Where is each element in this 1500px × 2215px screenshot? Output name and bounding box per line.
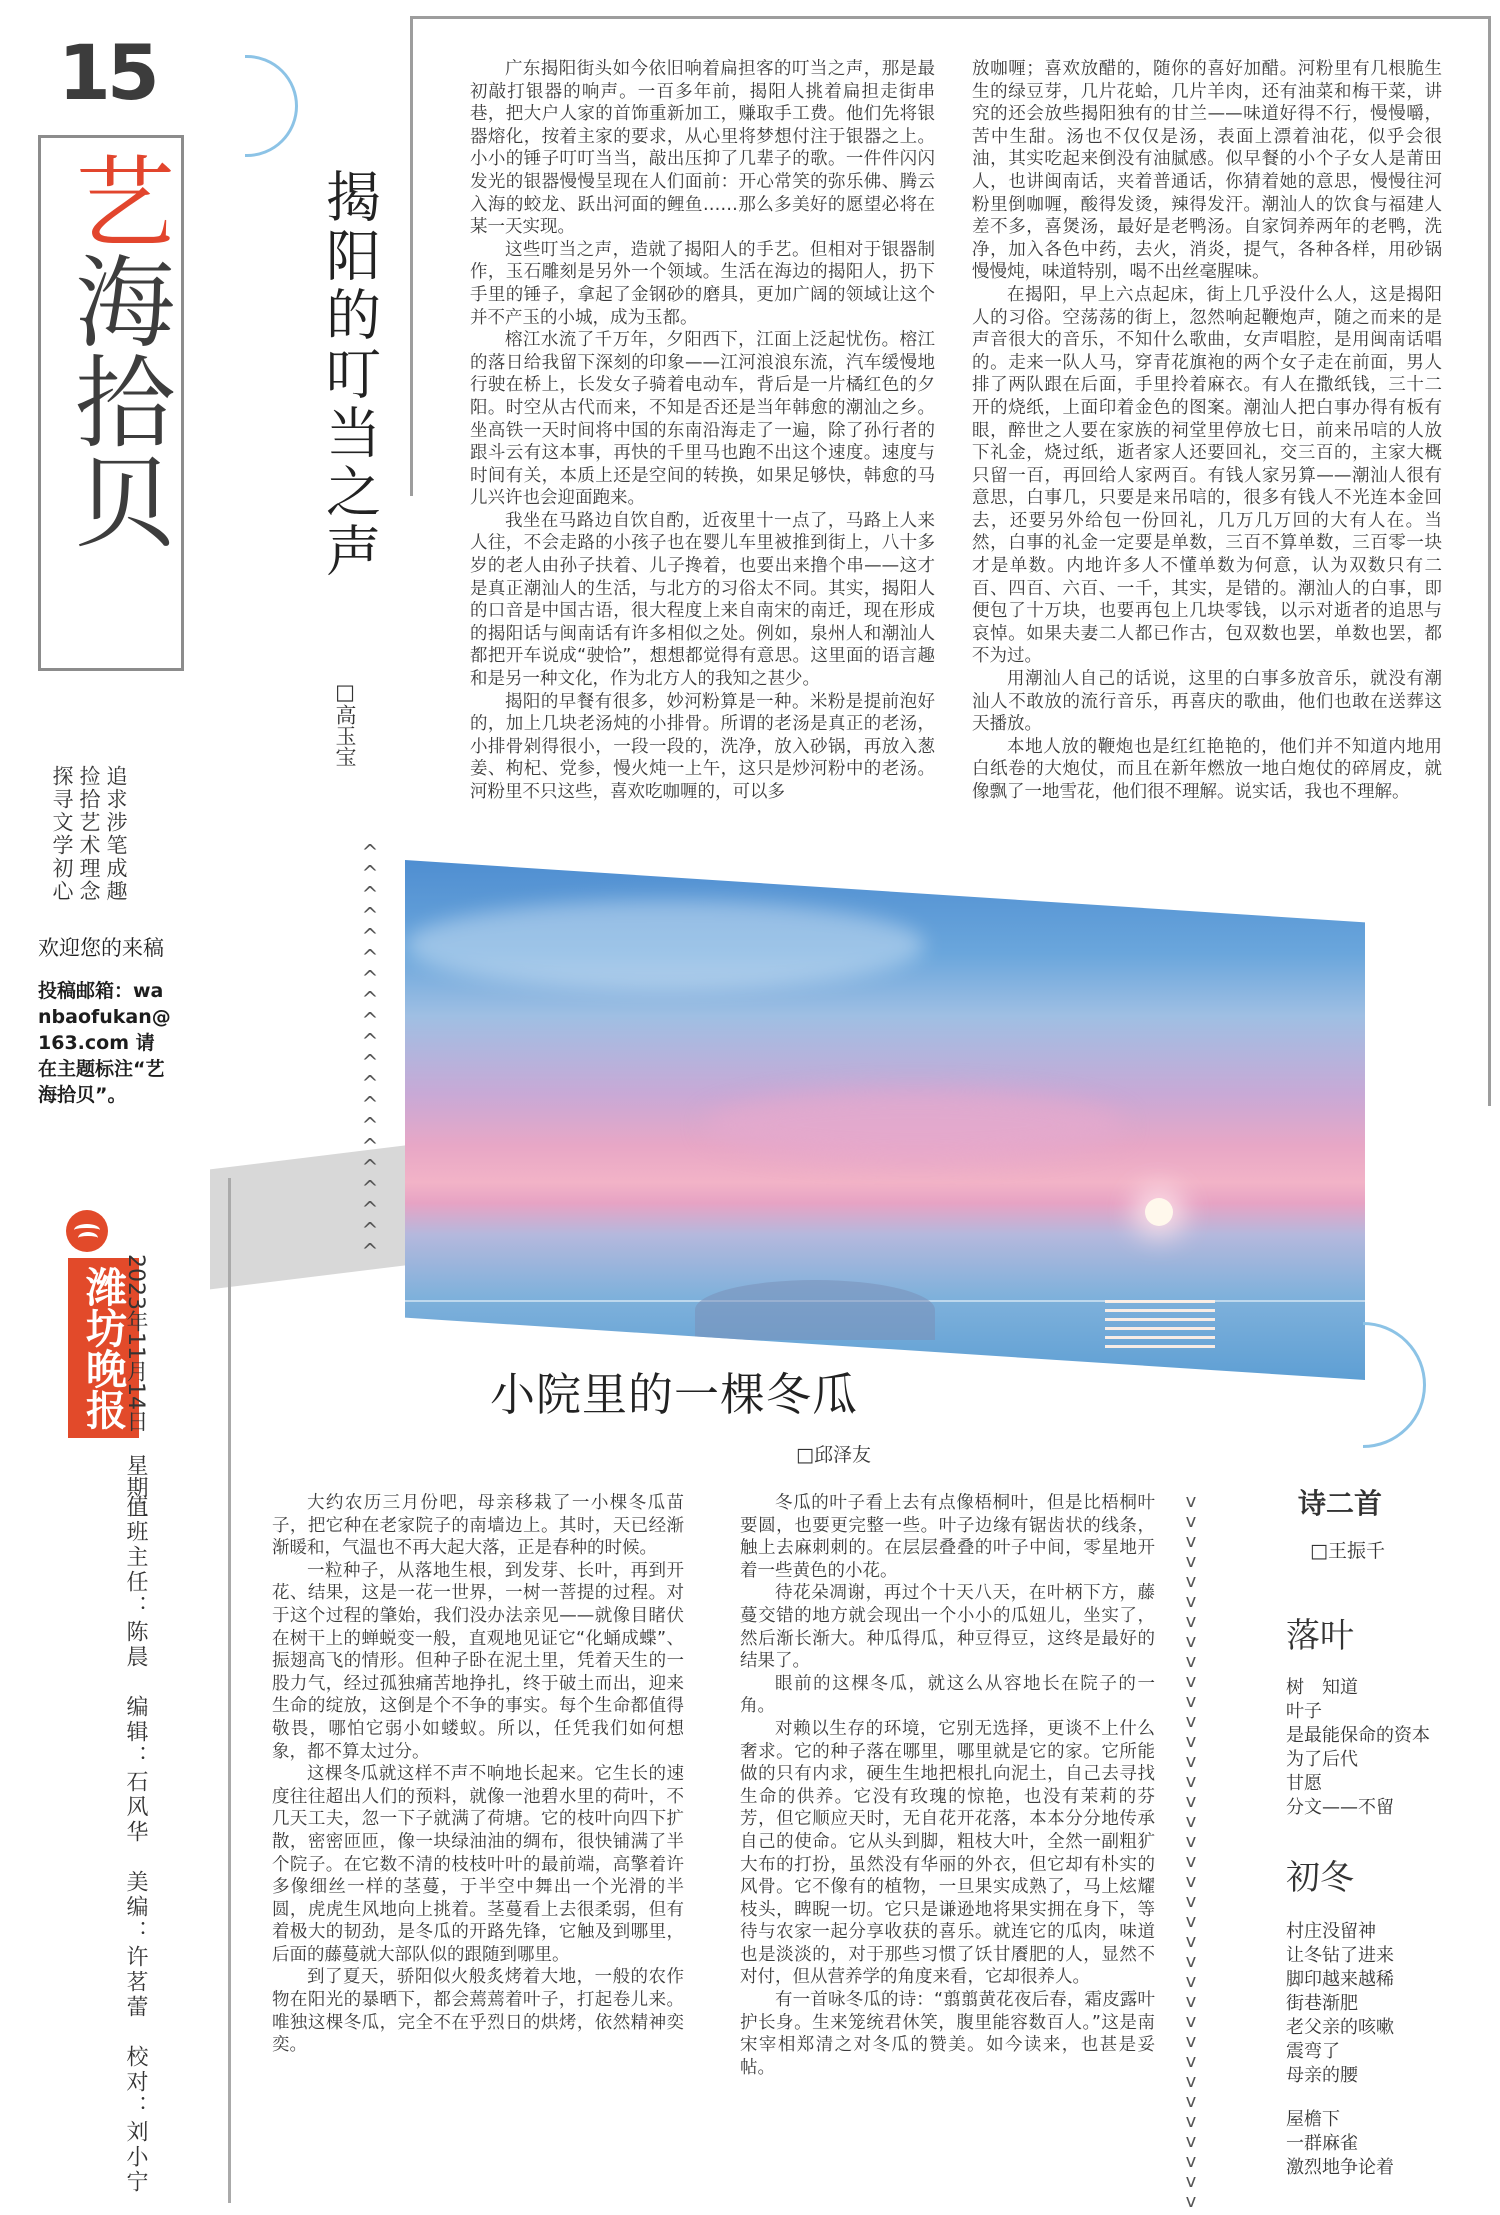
column-slogan — [48, 765, 129, 903]
welcome-text: 欢迎您的来稿 — [38, 936, 164, 960]
poem-line: 叶子 — [1286, 1701, 1322, 1722]
paragraph: 揭阳的早餐有很多，妙河粉算是一种。米粉是提前泡好的，加上几块老汤炖的小排骨。所谓的老汤是真正的老汤，小排骨剁得很小，一段一段的，洗净，放入砂锅，再放入葱姜、枸杞、党参，慢火炖一上午，这只是炒河粉中的老汤。河粉里不只这些，喜欢吃咖喱的，可以多 — [470, 691, 935, 802]
article1-column-1 — [470, 58, 935, 804]
frame-line-left — [410, 16, 413, 496]
paragraph: 在揭阳，早上六点起床，街上几乎没什么人，这是揭阳人的习俗。空荡荡的街上，忽然响起鞭炮声，随之而来的是声音很大的音乐，不知什么歌曲，女声唱腔，是用闽南话唱的。走来一队人马，穿青花旗袍的两个女子走在前面，男人排了两队跟在后面，手里拎着麻衣。有人在撒纸钱，三十二开的烧纸，上面印着金色的图案。潮汕人把白事办得有板有眼，醉世之人要在家族的祠堂里停放七日，前来吊唁的人放下礼金，烧过纸，逝者家人还要回礼，交三百的，主家大概只留一百，再回给人家两百。有钱人家另算——潮汕人很有意思，白事几，只要是来吊唁的，很多有钱人不光连本金回去，还要另外给包一份回礼，几万几万回的大有人在。当然，白事的礼金一定要是单数，三百不算单数，三百零一块才是单数。内地许多人不懂单数为何意，认为双数只有二百、四百、六百、一千，其实，是错的。潮汕人的白事，即便包了十万块，也要再包上几块零钱，以示对逝者的追思与哀悼。如果夫妻二人都已作古，包双数也罢，单数也罢，都不为过。 — [972, 284, 1442, 667]
poem-line: 老父亲的咳嗽 — [1286, 2017, 1394, 2038]
frame-line-right — [1488, 16, 1491, 1106]
column-title-rest: 海拾贝 — [58, 250, 175, 550]
frame-line-bottom-left — [228, 1178, 231, 2203]
photo-sun-reflection — [1105, 1300, 1215, 1350]
poem-line: 为了后代 — [1286, 1749, 1358, 1770]
decorative-ring — [196, 55, 298, 157]
photo-island — [695, 1280, 935, 1340]
paragraph: 这棵冬瓜就这样不声不响地长起来。它生长的速度往往超出人们的预料，就像一池碧水里的荷叶，不几天工夫，忽一下子就满了荷塘。它的枝叶向四下扩散，密密匝匝，像一块绿油油的绸布，很快铺满了半个院子。在它数不清的枝枝叶叶的最前端，高擎着许多像细丝一样的茎蔓，于半空中舞出一个光滑的半圆，虎虎生风地向上挑着。茎蔓看上去很柔弱，但有着极大的韧劲，是冬瓜的开路先锋，它触及到哪里，后面的藤蔓就大部队似的跟随到哪里。 — [272, 1764, 684, 1965]
poem1-body — [1286, 1676, 1430, 1820]
paragraph: 榕江水流了千万年，夕阳西下，江面上泛起忧伤。榕江的落日给我留下深刻的印象——江河浪浪东流，汽车缓慢地行驶在桥上，长发女子骑着电动车，背后是一片橘红色的夕阳。时空从古代而来，不知是否还是当年韩愈的潮汕之乡。坐高铁一天时间将中国的东南沿海走了一遍，除了孙行者的跟斗云有这本事，再快的千里马也跑不出这个速度。速度与时间有关，本质上还是空间的转换，如果足够快，韩愈的马儿兴许也会迎面跑来。 — [470, 330, 935, 509]
decorative-chevrons: ^ ^ ^ ^ ^ ^ ^ ^ ^ ^ ^ ^ ^ ^ ^ ^ ^ ^ ^ ^ — [361, 840, 379, 1263]
poem-line: 一群麻雀 — [1286, 2133, 1358, 2154]
paragraph: 广东揭阳街头如今依旧响着扁担客的叮当之声，那是最初敲打银器的响声。一百多年前，揭阳人挑着扁担走街串巷，把大户人家的首饰重新加工，赚取手工费。他们先将银器熔化，按着主家的要求，从心里将梦想付注于银器之上。小小的锤子叮叮当当，敲出压抑了几辈子的歌。一件件闪闪发光的银器慢慢呈现在人们面前：开心常笑的弥乐佛、腾云入海的蛟龙、跃出河面的鲤鱼……那么多美好的愿望必将在某一天实现。 — [470, 59, 935, 238]
poem-line: 震弯了 — [1286, 2041, 1340, 2062]
article1-title: 揭阳的叮当之声 — [317, 168, 381, 581]
paragraph: 我坐在马路边自饮自酌，近夜里十一点了，马路上人来人往，不会走路的小孩子也在婴儿车里被推到街上，八十多岁的老人由孙子扶着、儿子搀着，也要出来撸个串——这才是真正潮汕人的生活，与北方的习俗太不同。其实，揭阳人的口音是中国古语，很大程度上来自南宋的南迁，现在形成的揭阳话与闽南话有许多相似之处。例如，泉州人和潮汕人都把开车说成“驶恰”，想想都觉得有意思。这里面的语言趣和是另一种文化，作为北方人的我知之甚少。 — [470, 510, 935, 690]
poem-line: 脚印越来越稀 — [1286, 1969, 1394, 1990]
poem-line: 甘愿 — [1286, 1773, 1322, 1794]
paragraph: 到了夏天，骄阳似火般炙烤着大地，一般的农作物在阳光的暴晒下，都会蔫蔫着叶子，打起卷儿来。唯独这棵冬瓜，完全不在乎烈日的烘烤，依然精神奕奕。 — [272, 1967, 684, 2056]
paragraph: 这些叮当之声，造就了揭阳人的手艺。但相对于银器制作，玉石雕刻是另外一个领域。生活在海边的揭阳人，扔下手里的锤子，拿起了金钢砂的磨具，更加广阔的领域让这个并不产玉的小城，成为玉都。 — [470, 239, 935, 328]
article2-title: 小院里的一棵冬瓜 — [490, 1368, 859, 1421]
article1-column-2 — [972, 58, 1442, 804]
paragraph: 眼前的这棵冬瓜，就这么从容地长在院子的一角。 — [740, 1673, 1155, 1717]
paragraph: 冬瓜的叶子看上去有点像梧桐叶，但是比梧桐叶要圆，也要更完整一些。叶子边缘有锯齿状的线条，触上去麻刺刺的。在层层叠叠的叶子中间，零星地开着一些黄色的小花。 — [740, 1493, 1155, 1581]
poem-line: 村庄没留神 — [1286, 1921, 1376, 1942]
poems-author: □王振千 — [1310, 1540, 1385, 1562]
poem-line: 是最能保命的资本 — [1286, 1725, 1430, 1746]
poem-line: 屋檐下 — [1286, 2109, 1340, 2130]
sunset-sea-photo — [405, 860, 1365, 1380]
decorative-chevrons: v v v v v v v v v v v v v v v v v v v v v v v v v v v v v v v v v v v v — [1185, 1491, 1197, 2212]
column-title — [58, 150, 175, 550]
slogan-line: 追求涉笔成趣 — [104, 765, 128, 903]
article2-author: □邱泽友 — [796, 1444, 871, 1466]
photo-cloud — [705, 1090, 1125, 1160]
poem-line: 树 知道 — [1286, 1677, 1358, 1698]
poem-line: 激烈地争论着 — [1286, 2157, 1394, 2178]
contribute-email: 投稿邮箱：wanbaofukan@163.com 请在主题标注“艺海拾贝”。 — [38, 980, 171, 1106]
paper-logo-icon — [66, 1210, 108, 1252]
paragraph: 有一首咏冬瓜的诗：“翦翦黄花夜后春，霜皮露叶护长身。生来笼统君休笑，腹里能容数百人。”这是南宋宰相郑清之对冬瓜的赞美。如今读来，也甚是妥帖。 — [740, 1990, 1155, 2078]
article2-column-1 — [272, 1492, 684, 2057]
photo-cloud — [405, 900, 925, 990]
poem-line: 母亲的腰 — [1286, 2065, 1358, 2086]
poem1-title: 落叶 — [1286, 1616, 1354, 1656]
page-number: 15 — [58, 28, 156, 117]
column-title-red: 艺 — [58, 150, 175, 250]
poems-title: 诗二首 — [1298, 1487, 1383, 1520]
paragraph: 大约农历三月份吧，母亲移栽了一小棵冬瓜苗子，把它种在老家院子的南墙边上。其时，天已经渐渐暖和，气温也不再大起大落，正是春种的时候。 — [272, 1493, 684, 1559]
poem-line: 街巷渐肥 — [1286, 1993, 1358, 2014]
paragraph: 待花朵凋谢，再过个十天八天，在叶柄下方，藤蔓交错的地方就会现出一个小小的瓜妞儿，坐实了，然后渐长渐大。种瓜得瓜，种豆得豆，这终是最好的结果了。 — [740, 1583, 1155, 1672]
paragraph: 本地人放的鞭炮也是红红艳艳的，他们并不知道内地用白纸卷的大炮仗，而且在新年燃放一地白炮仗的碎屑皮，就像飘了一地雪花，他们很不理解。说实话，我也不理解。 — [972, 736, 1442, 802]
poem2-body — [1286, 1920, 1394, 2088]
editor-credits: 值班主任：陈晨 编辑：石风华 美编：许茗蕾 校对：刘小宁 — [123, 1495, 148, 2195]
poem-line: 让冬钻了进来 — [1286, 1945, 1394, 1966]
slogan-line: 探寻文学初心 — [50, 765, 74, 903]
paragraph: 对赖以生存的环境，它别无选择，更谈不上什么奢求。它的种子落在哪里，哪里就是它的家。它所能做的只有内求，硬生生地把根扎向泥土，自己去寻找生命的供养。它没有玫瑰的惊艳，也没有茉莉的芬芳，但它顺应天时，无自花开花落，本本分分地传承自己的使命。它从头到脚，粗枝大叶，全然一副粗犷大布的打扮，虽然没有华丽的外衣，但它却有朴实的风骨。它不像有的植物，一旦果实成熟了，马上炫耀枝头，睥睨一切。它只是谦逊地将果实拥在身下，等待与农家一起分享收获的喜乐。就连它的瓜肉，味道也是淡淡的，对于那些习惯了饫甘餍肥的人，显然不对付，但从营养学的角度来看，它却很养人。 — [740, 1718, 1155, 1988]
poem2-title: 初冬 — [1286, 1858, 1354, 1898]
slogan-line: 捡拾艺术理念 — [77, 765, 101, 903]
paragraph: 放咖喱；喜欢放醋的，随你的喜好加醋。河粉里有几根脆生生的绿豆芽，几片花蛤，几片羊肉，还有油菜和梅干菜，讲究的还会放些揭阳独有的甘兰——味道好得不行，慢慢嚼，苦中生甜。汤也不仅仅是汤，表面上漂着油花，似乎会很油，其实吃起来倒没有油腻感。似早餐的小个子女人是莆田人，也讲闽南话，夹着普通话，你猜着她的意思，慢慢往河粉里倒咖喱，酸得发烫，辣得发汗。潮汕人的饮食与福建人差不多，喜煲汤，最好是老鸭汤。自家饲养两年的老鸭，洗净，加入各色中药，去火，消炎，提气，各种各样，用砂锅慢慢炖，味道特别，喝不出丝毫腥味。 — [972, 59, 1442, 283]
poem2-stanza-2 — [1286, 2108, 1394, 2180]
poem-line: 分文——不留 — [1286, 1797, 1394, 1818]
paragraph: 用潮汕人自己的话说，这里的白事多放音乐，就没有潮汕人不敢放的流行音乐，再喜庆的歌曲，他们也敢在送葬这天播放。 — [972, 669, 1442, 735]
frame-line-top — [410, 16, 1490, 19]
paper-name: 潍坊晚报 — [68, 1258, 139, 1438]
photo-sun — [1145, 1198, 1173, 1226]
article1-author: □高玉宝 — [333, 680, 357, 767]
issue-date: 2023年11月14日 星期二 — [123, 1254, 148, 1520]
article2-column-2 — [740, 1492, 1155, 2079]
paragraph: 一粒种子，从落地生根，到发芽、长叶，再到开花、结果，这是一花一世界，一树一菩提的过程。对于这个过程的肇始，我们没办法亲见——就像目睹伏在树干上的蝉蜕变一般，直观地见证它“化蛹成蝶”、振翅高飞的情形。但种子卧在泥土里，凭着天生的一股力气，经过孤独痛苦地挣扎，终于破土而出，迎来生命的绽放，这倒是个不争的事实。每个生命都值得敬畏，哪怕它弱小如蝼蚁。所以，任凭我们如何想象，都不算太过分。 — [272, 1560, 684, 1762]
